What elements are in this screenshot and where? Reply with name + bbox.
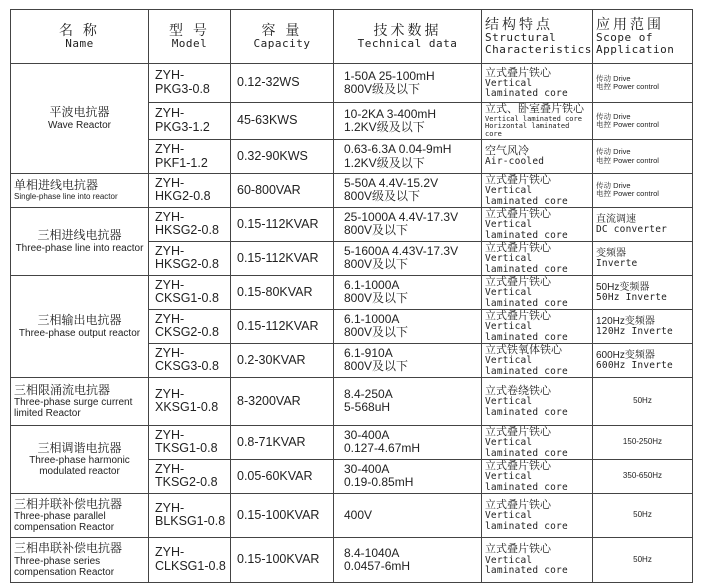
- structure-cell: 立式叠片铁心 Vertical laminated core: [482, 174, 593, 208]
- capacity-cell: 8-3200VAR: [231, 377, 334, 425]
- tech-cell: 8.4-250A 5-568uH: [334, 377, 482, 425]
- header-capacity: 容 量 Capacity: [231, 10, 334, 64]
- table-row: [11, 493, 693, 537]
- structure-cell: 立式铁氧体铁心 Vertical laminated core: [482, 343, 593, 377]
- application-cell: 变频器 Inverte: [593, 241, 693, 275]
- application-cell: 600Hz变频器 600Hz Inverte: [593, 343, 693, 377]
- application-cell: 50Hz变频器 50Hz Inverte: [593, 275, 693, 309]
- structure-cell: 立式叠片铁心 Vertical laminated core: [482, 537, 593, 582]
- structure-cell: 立式叠片铁心 Vertical laminated core: [482, 425, 593, 459]
- tech-cell: 10-2KA 3-400mH 1.2KV级及以下: [334, 103, 482, 140]
- model-cell: ZYH- PKG3-0.8: [149, 64, 231, 103]
- capacity-cell: 0.2-30KVAR: [231, 343, 334, 377]
- tech-cell: 25-1000A 4.4V-17.3V 800V及以下: [334, 207, 482, 241]
- header-application: 应用范围 Scope of Application: [593, 10, 693, 64]
- application-cell: 50Hz: [593, 537, 693, 582]
- model-cell: ZYH- HKSG2-0.8: [149, 241, 231, 275]
- structure-cell: 立式叠片铁心 Vertical laminated core: [482, 275, 593, 309]
- structure-cell: 立式卷绕铁心 Vertical laminated core: [482, 377, 593, 425]
- structure-cell: 立式叠片铁心 Vertical laminated core: [482, 493, 593, 537]
- tech-cell: 6.1-910A 800V及以下: [334, 343, 482, 377]
- structure-cell: 立式叠片铁心 Vertical laminated core: [482, 309, 593, 343]
- capacity-cell: 0.32-90KWS: [231, 140, 334, 174]
- model-cell: ZYH- CKSG1-0.8: [149, 275, 231, 309]
- capacity-cell: 0.15-112KVAR: [231, 309, 334, 343]
- capacity-cell: 0.15-100KVAR: [231, 537, 334, 582]
- header-name: 名 称 Name: [11, 10, 149, 64]
- capacity-cell: 0.05-60KVAR: [231, 459, 334, 493]
- table-row: [11, 275, 693, 309]
- group-name-series-compensation: 三相串联补偿电抗器 Three-phase series compensation Reactor: [11, 537, 149, 582]
- reactor-spec-table: [10, 9, 693, 583]
- structure-cell: 立式叠片铁心 Vertical laminated core: [482, 64, 593, 103]
- model-cell: ZYH- XKSG1-0.8: [149, 377, 231, 425]
- group-name-parallel-compensation: 三相并联补偿电抗器 Three-phase parallel compensation Reactor: [11, 493, 149, 537]
- application-cell: 直流调速 DC converter: [593, 207, 693, 241]
- group-name-wave-reactor: 平波电抗器 Wave Reactor: [11, 64, 149, 174]
- group-name-surge-limited: 三相限涌流电抗器 Three-phase surge current limited Reactor: [11, 377, 149, 425]
- header-row: [11, 10, 693, 64]
- tech-cell: 30-400A 0.127-4.67mH: [334, 425, 482, 459]
- application-cell: 传动 Drive 电控 Power control: [593, 140, 693, 174]
- tech-cell: 400V: [334, 493, 482, 537]
- group-name-three-phase-line: 三相进线电抗器 Three-phase line into reactor: [11, 207, 149, 275]
- tech-cell: 6.1-1000A 800V及以下: [334, 275, 482, 309]
- capacity-cell: 0.15-80KVAR: [231, 275, 334, 309]
- tech-cell: 5-50A 4.4V-15.2V 800V级及以下: [334, 174, 482, 208]
- tech-cell: 5-1600A 4.43V-17.3V 800V及以下: [334, 241, 482, 275]
- application-cell: 传动 Drive 电控 Power control: [593, 103, 693, 140]
- tech-cell: 0.63-6.3A 0.04-9mH 1.2KV级及以下: [334, 140, 482, 174]
- structure-cell: 立式叠片铁心 Vertical laminated core: [482, 207, 593, 241]
- capacity-cell: 0.15-112KVAR: [231, 241, 334, 275]
- model-cell: ZYH- PKG3-1.2: [149, 103, 231, 140]
- application-cell: 50Hz: [593, 377, 693, 425]
- header-model: 型 号 Model: [149, 10, 231, 64]
- header-structural: 结构特点 Structural Characteristics: [482, 10, 593, 64]
- capacity-cell: 0.15-112KVAR: [231, 207, 334, 241]
- structure-cell: 空气风冷 Air-cooled: [482, 140, 593, 174]
- table-row: [11, 207, 693, 241]
- capacity-cell: 60-800VAR: [231, 174, 334, 208]
- tech-cell: 1-50A 25-100mH 800V级及以下: [334, 64, 482, 103]
- tech-cell: 8.4-1040A 0.0457-6mH: [334, 537, 482, 582]
- capacity-cell: 0.15-100KVAR: [231, 493, 334, 537]
- table-row: [11, 425, 693, 459]
- model-cell: ZYH- CLKSG1-0.8: [149, 537, 231, 582]
- tech-cell: 30-400A 0.19-0.85mH: [334, 459, 482, 493]
- application-cell: 150-250Hz: [593, 425, 693, 459]
- header-technical-data: 技术数据 Technical data: [334, 10, 482, 64]
- capacity-cell: 45-63KWS: [231, 103, 334, 140]
- application-cell: 120Hz变频器 120Hz Inverte: [593, 309, 693, 343]
- application-cell: 传动 Drive 电控 Power control: [593, 64, 693, 103]
- structure-cell: 立式叠片铁心 Vertical laminated core: [482, 241, 593, 275]
- capacity-cell: 0.12-32WS: [231, 64, 334, 103]
- model-cell: ZYH- CKSG3-0.8: [149, 343, 231, 377]
- capacity-cell: 0.8-71KVAR: [231, 425, 334, 459]
- model-cell: ZYH- TKSG2-0.8: [149, 459, 231, 493]
- group-name-harmonic-modulated: 三相调谐电抗器 Three-phase harmonic modulated reactor: [11, 425, 149, 493]
- table-row: [11, 174, 693, 208]
- group-name-single-phase-line: 单相进线电抗器 Single-phase line into reactor: [11, 174, 149, 208]
- application-cell: 传动 Drive 电控 Power control: [593, 174, 693, 208]
- model-cell: ZYH- CKSG2-0.8: [149, 309, 231, 343]
- model-cell: ZYH- BLKSG1-0.8: [149, 493, 231, 537]
- group-name-three-phase-output: 三相输出电抗器 Three-phase output reactor: [11, 275, 149, 377]
- application-cell: 350-650Hz: [593, 459, 693, 493]
- table-row: [11, 64, 693, 103]
- model-cell: ZYH- HKSG2-0.8: [149, 207, 231, 241]
- structure-cell: 立式叠片铁心 Vertical laminated core: [482, 459, 593, 493]
- model-cell: ZYH- PKF1-1.2: [149, 140, 231, 174]
- application-cell: 50Hz: [593, 493, 693, 537]
- model-cell: ZYH- HKG2-0.8: [149, 174, 231, 208]
- table-row: [11, 377, 693, 425]
- table-row: [11, 537, 693, 582]
- model-cell: ZYH- TKSG1-0.8: [149, 425, 231, 459]
- structure-cell: 立式、卧室叠片铁心 Vertical laminated core Horizontal laminated core: [482, 103, 593, 140]
- tech-cell: 6.1-1000A 800V及以下: [334, 309, 482, 343]
